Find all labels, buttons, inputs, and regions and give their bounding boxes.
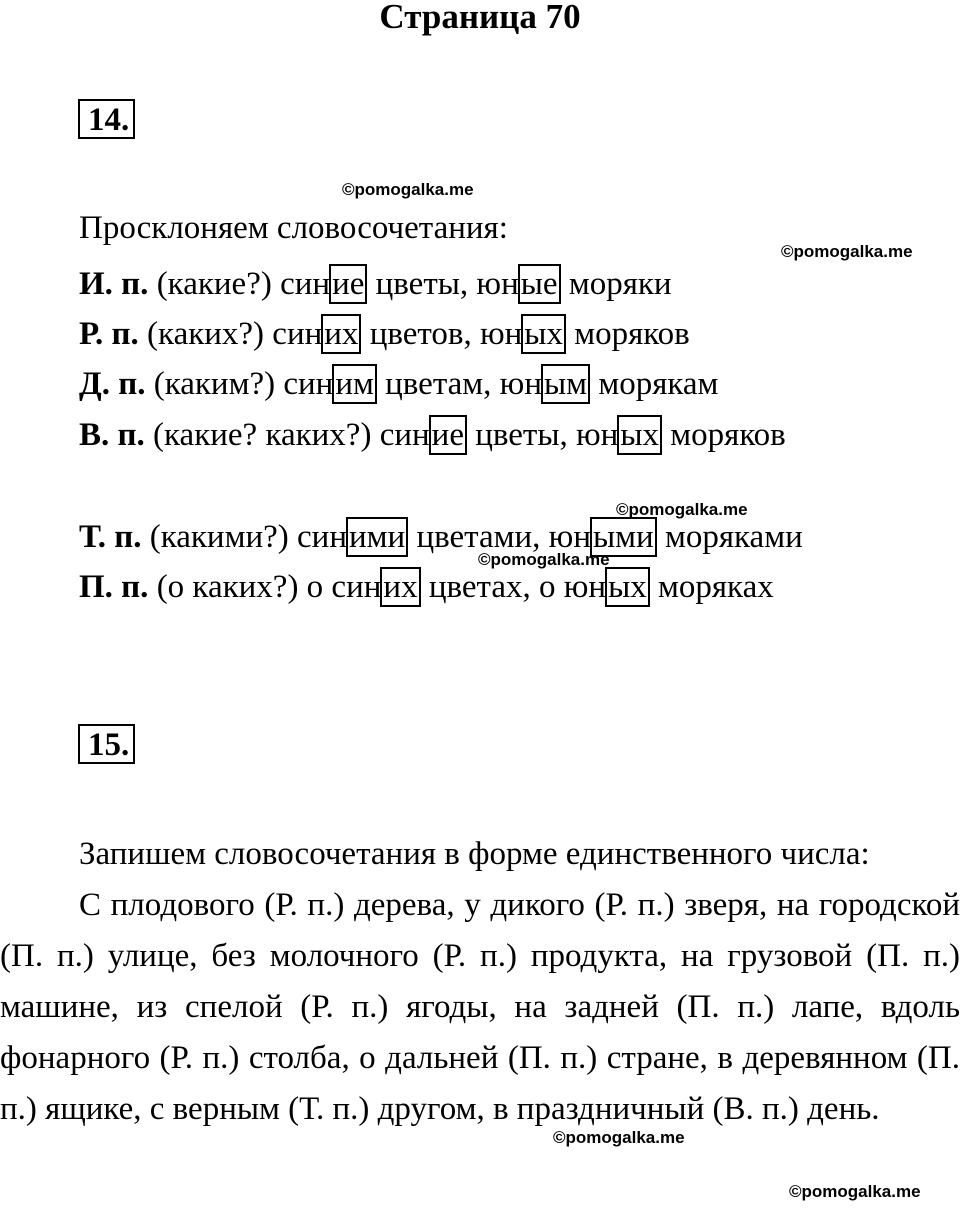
ending-box: им — [332, 364, 377, 404]
watermark: ©pomogalka.me — [781, 242, 913, 261]
row-text: (каким?) син — [145, 366, 334, 402]
ending-box: их — [321, 314, 361, 354]
ending-box: ых — [605, 567, 650, 607]
watermark: ©pomogalka.me — [616, 500, 748, 519]
declension-row — [79, 264, 672, 304]
row-text: (какими?) син — [141, 519, 347, 555]
row-text: цветы, юн — [367, 266, 519, 302]
declension-row — [79, 517, 803, 557]
ending-box: их — [380, 567, 420, 607]
declension-row — [79, 364, 718, 404]
case-label: Т. п. — [79, 519, 142, 555]
row-text: (о каких?) о син — [148, 569, 382, 605]
watermark: ©pomogalka.me — [342, 180, 474, 199]
watermark: ©pomogalka.me — [789, 1182, 921, 1201]
case-label: Р. п. — [79, 316, 139, 352]
exercise-14-intro: Просклоняем словосочетания: — [79, 210, 508, 246]
declension-row — [79, 415, 786, 455]
ending-box: ым — [541, 364, 590, 404]
row-text: цветам, юн — [376, 366, 542, 402]
row-text: моряков — [565, 316, 690, 352]
watermark: ©pomogalka.me — [478, 550, 610, 569]
exercise-15-body: С плодового (Р. п.) дерева, у дикого (Р. п.) зверя, на городской (П. п.) улице, без молочного (Р. п.) продукта, на грузовой (П. п.) машине, из спелой (Р. п.) ягоды, на задней (П. п.) лапе, вдоль фонарного (Р. п.) столба, о дальней (П. п.) стране, в деревянном (П. п.) ящике, с верным (Т. п.) другом, в праздничный (В. п.) день. — [0, 887, 960, 1127]
declension-row — [79, 567, 774, 607]
row-text: моряками — [656, 519, 803, 555]
row-text: (какие?) син — [148, 266, 331, 302]
case-label: И. п. — [79, 266, 149, 302]
ending-box: ые — [518, 264, 561, 304]
case-label: В. п. — [79, 417, 145, 453]
row-text: моряках — [649, 569, 774, 605]
page-title: Страница 70 — [379, 0, 581, 36]
ending-box: ых — [617, 415, 662, 455]
exercise-15-intro: Запишем словосочетания в форме единственного числа: — [79, 836, 870, 872]
row-text: цветы, юн — [466, 417, 619, 453]
row-text: моряки — [560, 266, 672, 302]
row-text: моряков — [662, 417, 786, 453]
row-text: (какие? каких?) син — [144, 417, 430, 453]
ending-box: ими — [346, 517, 408, 557]
case-label: Д. п. — [79, 366, 146, 402]
row-text: морякам — [590, 366, 719, 402]
declension-row — [79, 314, 690, 354]
ending-box: ыми — [590, 517, 657, 557]
ending-box: ие — [429, 415, 467, 455]
case-label: П. п. — [79, 569, 149, 605]
ending-box: ых — [521, 314, 566, 354]
row-text: (каких?) син — [138, 316, 323, 352]
exercise-15-text — [0, 829, 960, 1135]
watermark: ©pomogalka.me — [553, 1128, 685, 1147]
row-text: цветах, о юн — [420, 569, 607, 605]
row-text: цветов, юн — [361, 316, 523, 352]
exercise-14-number: 14. — [78, 99, 135, 139]
row-text: цветами, юн — [408, 519, 591, 555]
ending-box: ие — [329, 264, 367, 304]
exercise-15-number: 15. — [78, 724, 135, 764]
